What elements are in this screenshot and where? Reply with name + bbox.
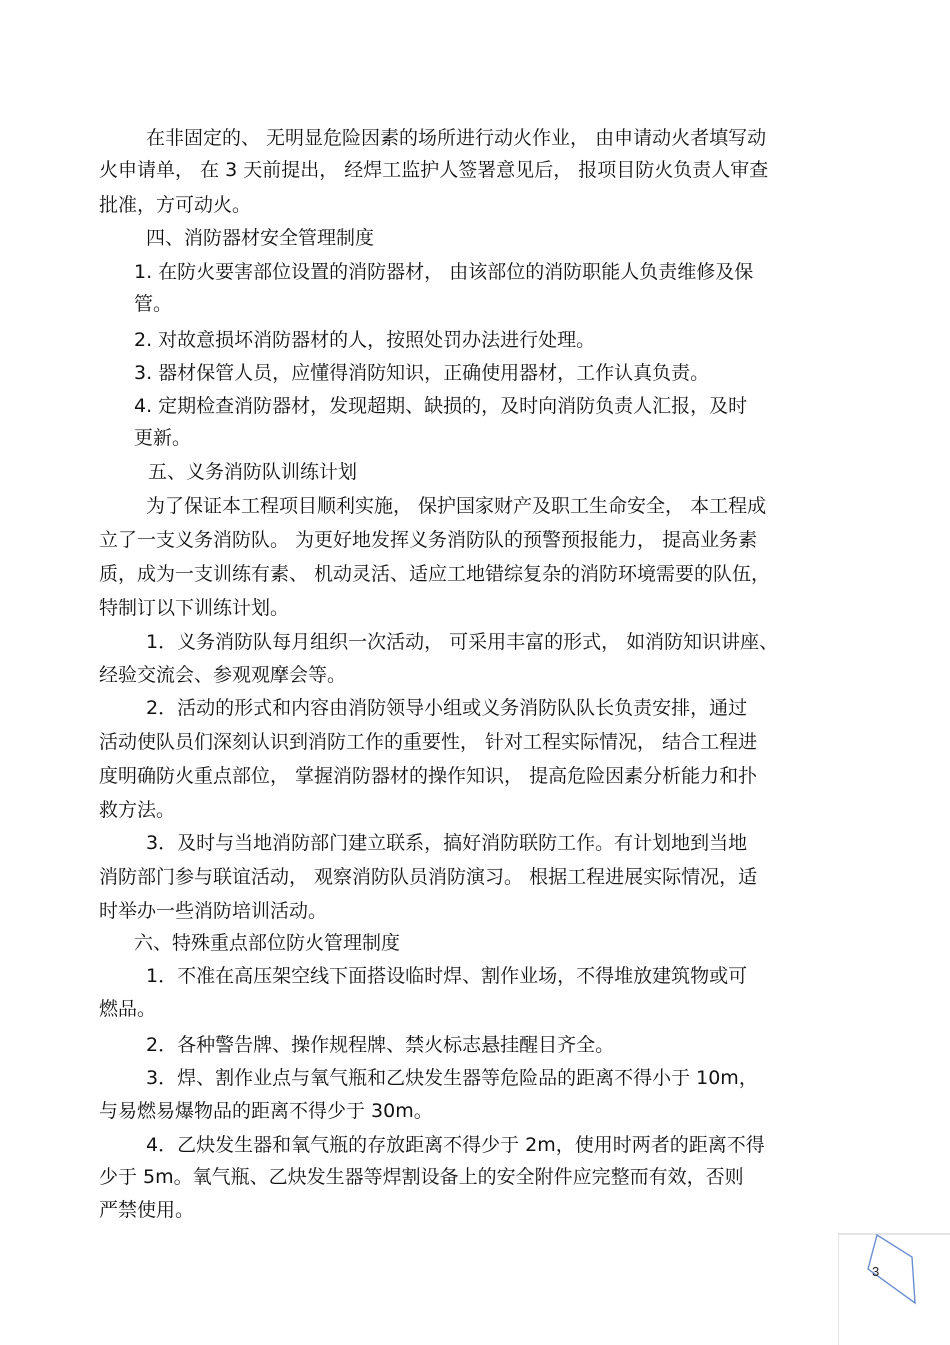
text-line: 严禁使用。: [99, 1199, 195, 1221]
text-line: 4．乙炔发生器和氧气瓶的存放距离不得少于 2m，使用时两者的距离不得: [146, 1134, 765, 1156]
text-line: 批准，方可动火。: [99, 194, 252, 216]
text-line: 为了保证本工程项目顺利实施， 保护国家财产及职工生命安全， 本工程成: [146, 495, 767, 517]
text-line: 度明确防火重点部位， 掌握消防器材的操作知识， 提高危险因素分析能力和扑: [99, 765, 758, 787]
text-line: 更新。: [134, 427, 192, 449]
section-heading: 五、义务消防队训练计划: [148, 461, 358, 483]
text-line: 燃品。: [99, 998, 157, 1020]
text-line: 质，成为一支训练有素、 机动灵活、适应工地错综复杂的消防环境需要的队伍，: [99, 563, 771, 585]
text-line: 经验交流会、参观观摩会等。: [99, 664, 347, 686]
text-line: 2．各种警告牌、操作规程牌、禁火标志悬挂醒目齐全。: [146, 1034, 615, 1056]
text-line: 管。: [134, 293, 173, 315]
text-line: 消防部门参与联谊活动， 观察消防队员消防演习。 根据工程进展实际情况，适: [99, 866, 758, 888]
page-corner-decoration: [838, 1233, 950, 1345]
text-line: 3．焊、割作业点与氧气瓶和乙炔发生器等危险品的距离不得小于 10m，: [146, 1067, 758, 1089]
text-line: 立了一支义务消防队。 为更好地发挥义务消防队的预警预报能力， 提高业务素: [99, 529, 758, 551]
section-heading: 六、特殊重点部位防火管理制度: [134, 932, 401, 954]
text-line: 1．不准在高压架空线下面搭设临时焊、割作业场，不得堆放建筑物或可: [146, 965, 748, 987]
text-line: 火申请单， 在 3 天前提出， 经焊工监护人签署意见后， 报项目防火负责人审查: [99, 159, 769, 181]
text-line: 3. 器材保管人员，应懂得消防知识，正确使用器材，工作认真负责。: [134, 362, 710, 384]
text-line: 1．义务消防队每月组织一次活动， 可采用丰富的形式， 如消防知识讲座、: [146, 631, 779, 653]
text-line: 4. 定期检查消防器材，发现超期、缺损的，及时向消防负责人汇报，及时: [134, 395, 748, 417]
text-line: 少于 5m。氧气瓶、乙炔发生器等焊割设备上的安全附件应完整而有效，否则: [99, 1166, 744, 1188]
text-line: 时举办一些消防培训活动。: [99, 900, 328, 922]
text-line: 3．及时与当地消防部门建立联系，搞好消防联防工作。有计划地到当地: [146, 832, 748, 854]
text-line: 特制订以下训练计划。: [99, 597, 290, 619]
text-line: 救方法。: [99, 799, 176, 821]
text-line: 与易燃易爆物品的距离不得少于 30m。: [99, 1100, 433, 1122]
page-number: 3: [872, 1264, 880, 1279]
text-line: 在非固定的、 无明显危险因素的场所进行动火作业， 由申请动火者填写动: [146, 127, 767, 149]
text-line: 活动使队员们深刻认识到消防工作的重要性， 针对工程实际情况， 结合工程进: [99, 731, 758, 753]
text-line: 2. 对故意损坏消防器材的人，按照处罚办法进行处理。: [134, 329, 596, 351]
text-line: 1. 在防火要害部位设置的消防器材， 由该部位的消防职能人负责维修及保: [134, 261, 754, 283]
text-line: 2．活动的形式和内容由消防领导小组或义务消防队队长负责安排，通过: [146, 697, 748, 719]
section-heading: 四、消防器材安全管理制度: [146, 227, 375, 249]
